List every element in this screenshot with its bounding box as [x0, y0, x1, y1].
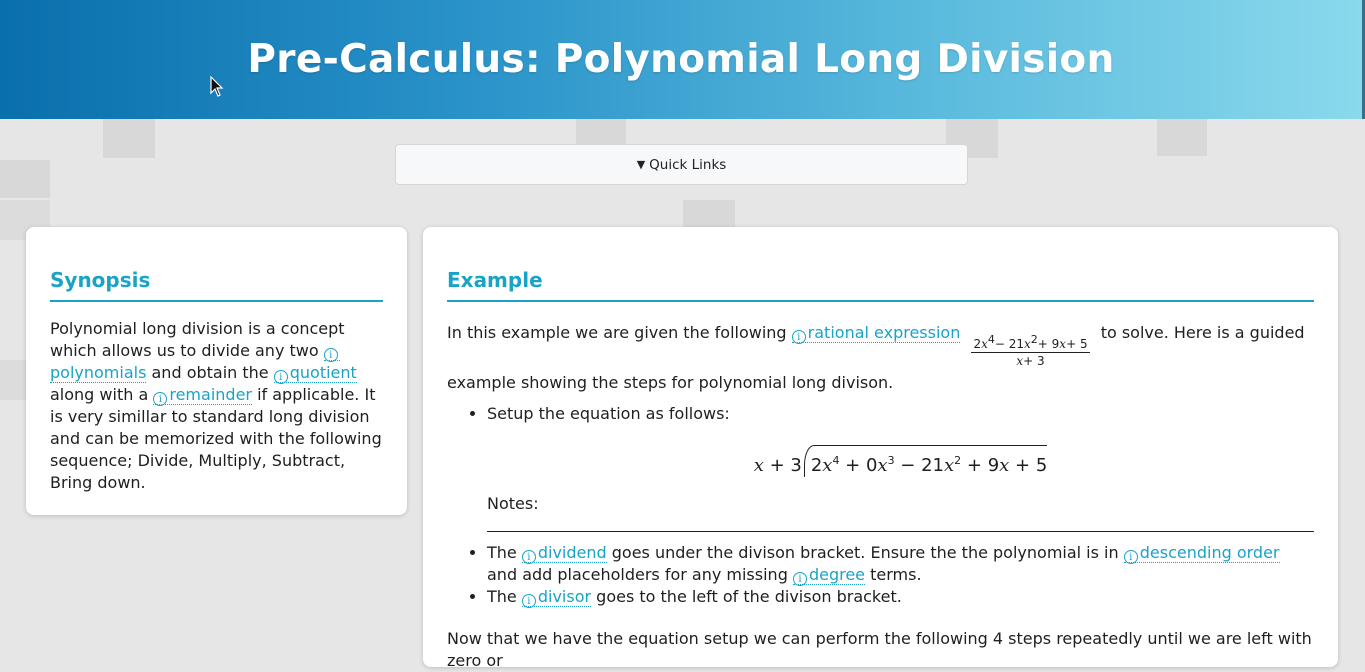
dividend-link-label: dividend	[537, 543, 607, 562]
synopsis-heading: Synopsis	[50, 268, 383, 302]
divisor-link[interactable]	[522, 587, 591, 607]
synopsis-text-part: Polynomial long division is a concept which allows us to divide any two	[50, 319, 345, 360]
note-text: goes to the left of the divison bracket.	[596, 587, 902, 606]
info-icon: i	[153, 392, 167, 406]
info-icon: i	[1124, 550, 1138, 564]
note-text: and add placeholders for any missing	[487, 565, 788, 584]
example-intro-part: to solve. Here is a guided example showing the steps for polynomial long divison.	[447, 323, 1305, 392]
notes-label: Notes:	[487, 493, 1314, 532]
degree-link-label: degree	[808, 565, 866, 584]
note-text: terms.	[870, 565, 922, 584]
steps-intro-text: Now that we have the equation setup we can perform the following 4 steps repeatedly until we are left with zero or	[447, 629, 1312, 670]
list-item	[487, 586, 1314, 608]
info-icon: i	[324, 348, 338, 362]
info-icon: i	[522, 550, 536, 564]
example-intro	[447, 318, 1314, 397]
info-icon: i	[792, 330, 806, 344]
setup-list	[447, 403, 1314, 532]
remainder-link[interactable]	[153, 385, 252, 405]
remainder-link-label: remainder	[169, 385, 252, 404]
synopsis-text	[50, 318, 383, 494]
list-item	[487, 403, 1314, 532]
rational-expression-link[interactable]	[792, 323, 961, 343]
note-text: goes under the divison bracket. Ensure the the polynomial is in	[611, 543, 1119, 562]
page-header	[0, 0, 1362, 119]
example-card	[423, 227, 1338, 670]
quick-links-toggle[interactable]	[395, 144, 968, 185]
fraction-denominator: x+ 3	[1016, 354, 1045, 368]
polynomials-link-label: polynomials	[50, 363, 147, 382]
page-title: Pre-Calculus: Polynomial Long Division	[247, 37, 1115, 82]
mouse-cursor-icon	[210, 76, 224, 98]
long-division-setup	[487, 439, 1314, 477]
division-bracket: $2x^4 + 0x^3 - 21x^2 + 9x + 5$	[804, 445, 1047, 477]
triangle-down-icon: ▼	[636, 158, 646, 171]
synopsis-text-part: if applicable. It is very simillar to standard long division and can be memorized with the following sequence; Divide, Multiply, Subtract, Bring down.	[50, 385, 382, 492]
note-text: The	[487, 543, 517, 562]
rational-expression-fraction	[971, 333, 1089, 368]
dividend-link[interactable]	[522, 543, 607, 563]
setup-bullet-text: Setup the equation as follows:	[487, 404, 730, 423]
synopsis-text-part: along with a	[50, 385, 149, 404]
notes-list	[447, 542, 1314, 608]
synopsis-card	[26, 227, 407, 515]
descending-order-link-label: descending order	[1139, 543, 1280, 562]
synopsis-text-part: and obtain the	[151, 363, 269, 382]
descending-order-link[interactable]	[1124, 543, 1280, 563]
info-icon: i	[793, 572, 807, 586]
quotient-link-label: quotient	[289, 363, 357, 382]
divisor-link-label: divisor	[537, 587, 592, 606]
example-heading: Example	[447, 268, 1314, 302]
list-item	[487, 542, 1314, 586]
rational-expression-link-label: rational expression	[807, 323, 961, 342]
divisor-expression: x + 3	[753, 455, 802, 476]
quick-links-label: Quick Links	[649, 156, 727, 173]
info-icon: i	[274, 370, 288, 384]
fraction-numerator: $2x^4- 21x^2+ 9x+ 5$	[973, 333, 1088, 351]
degree-link[interactable]	[793, 565, 865, 585]
quotient-link[interactable]	[274, 363, 357, 383]
note-text: The	[487, 587, 517, 606]
example-intro-part: In this example we are given the following	[447, 323, 787, 342]
info-icon: i	[522, 594, 536, 608]
